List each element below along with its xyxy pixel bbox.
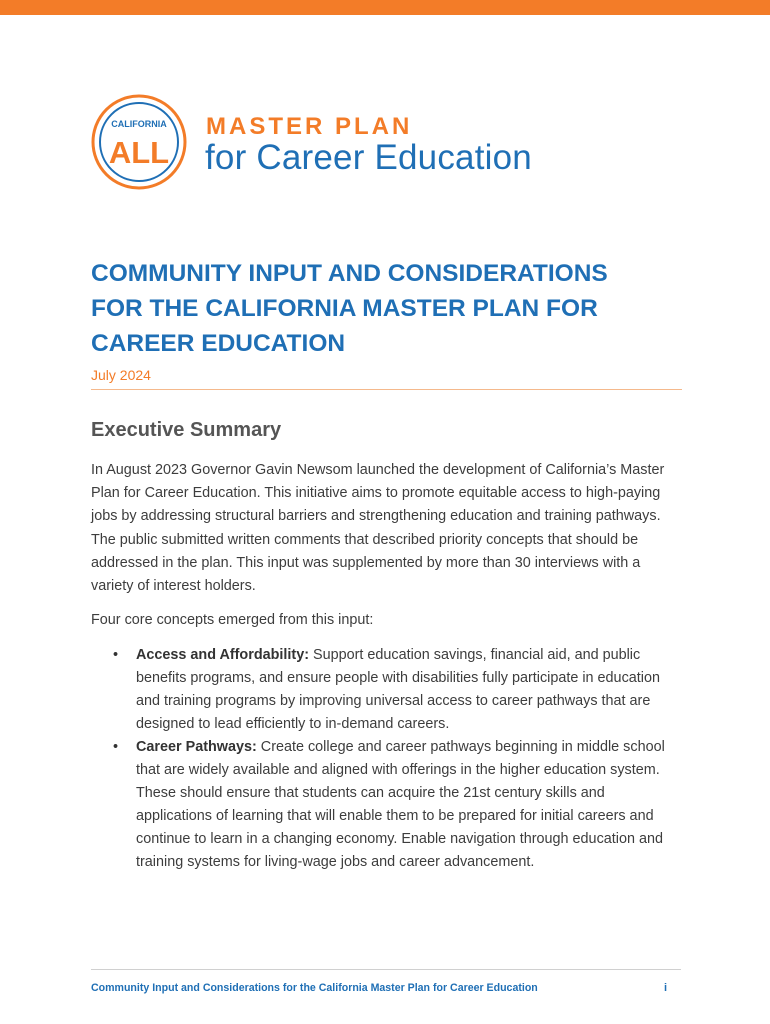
intro-paragraph: In August 2023 Governor Gavin Newsom launched the development of California’s Master Plan for Career Education. This initiative aims to promote equitable access to high-paying jobs by addressing structural barriers and strengthening education and training pathways. The public submitted written comments that described priority concepts that should be addressed in the plan. This input was supplemented by more than 30 interviews with a variety of interest holders. xyxy=(91,462,665,595)
top-accent-bar xyxy=(0,0,770,15)
title-line: FOR THE CALIFORNIA MASTER PLAN FOR xyxy=(91,295,598,322)
document-title xyxy=(91,256,691,361)
concept-term: Career Pathways: xyxy=(136,739,257,755)
concept-text: Support education savings, financial aid, and public benefits programs, and ensure people with disabilities fully participate in education and training programs by improving universal access to career pathways that are designed to lead efficiently to in-demand careers. xyxy=(136,647,660,732)
concept-text: Create college and career pathways beginning in middle school that are widely available and aligned with offerings in the higher education system. These should ensure that students can acquire the 21st century skills and applications of learning that will enable them to be prepared for initial careers and continue to learn in a changing economy. Enable navigation through education and training systems for living-wage jobs and career advancement. xyxy=(136,739,665,870)
footer-title: Community Input and Considerations for the California Master Plan for Career Education xyxy=(91,982,538,994)
title-line: COMMUNITY INPUT AND CONSIDERATIONS xyxy=(91,260,608,287)
core-concepts-list xyxy=(91,644,671,874)
logo-seal-main: ALL xyxy=(108,135,170,170)
logo-master-plan: MASTER PLAN xyxy=(206,113,413,140)
california-all-logo xyxy=(90,93,188,191)
bullet-icon: • xyxy=(113,647,119,663)
list-item xyxy=(91,736,671,874)
footer-divider xyxy=(91,969,681,970)
section-heading-executive-summary: Executive Summary xyxy=(91,419,282,441)
logo-seal-top: CALIFORNIA xyxy=(111,119,167,129)
logo-career-education: for Career Education xyxy=(205,138,532,177)
list-item xyxy=(91,644,671,736)
bullet-icon: • xyxy=(113,739,119,755)
title-line: CAREER EDUCATION xyxy=(91,330,346,357)
concept-term: Access and Affordability: xyxy=(136,647,309,663)
page-number: i xyxy=(664,982,668,994)
document-date: July 2024 xyxy=(91,367,151,383)
title-divider xyxy=(91,389,682,390)
concepts-lead: Four core concepts emerged from this input: xyxy=(91,612,374,628)
